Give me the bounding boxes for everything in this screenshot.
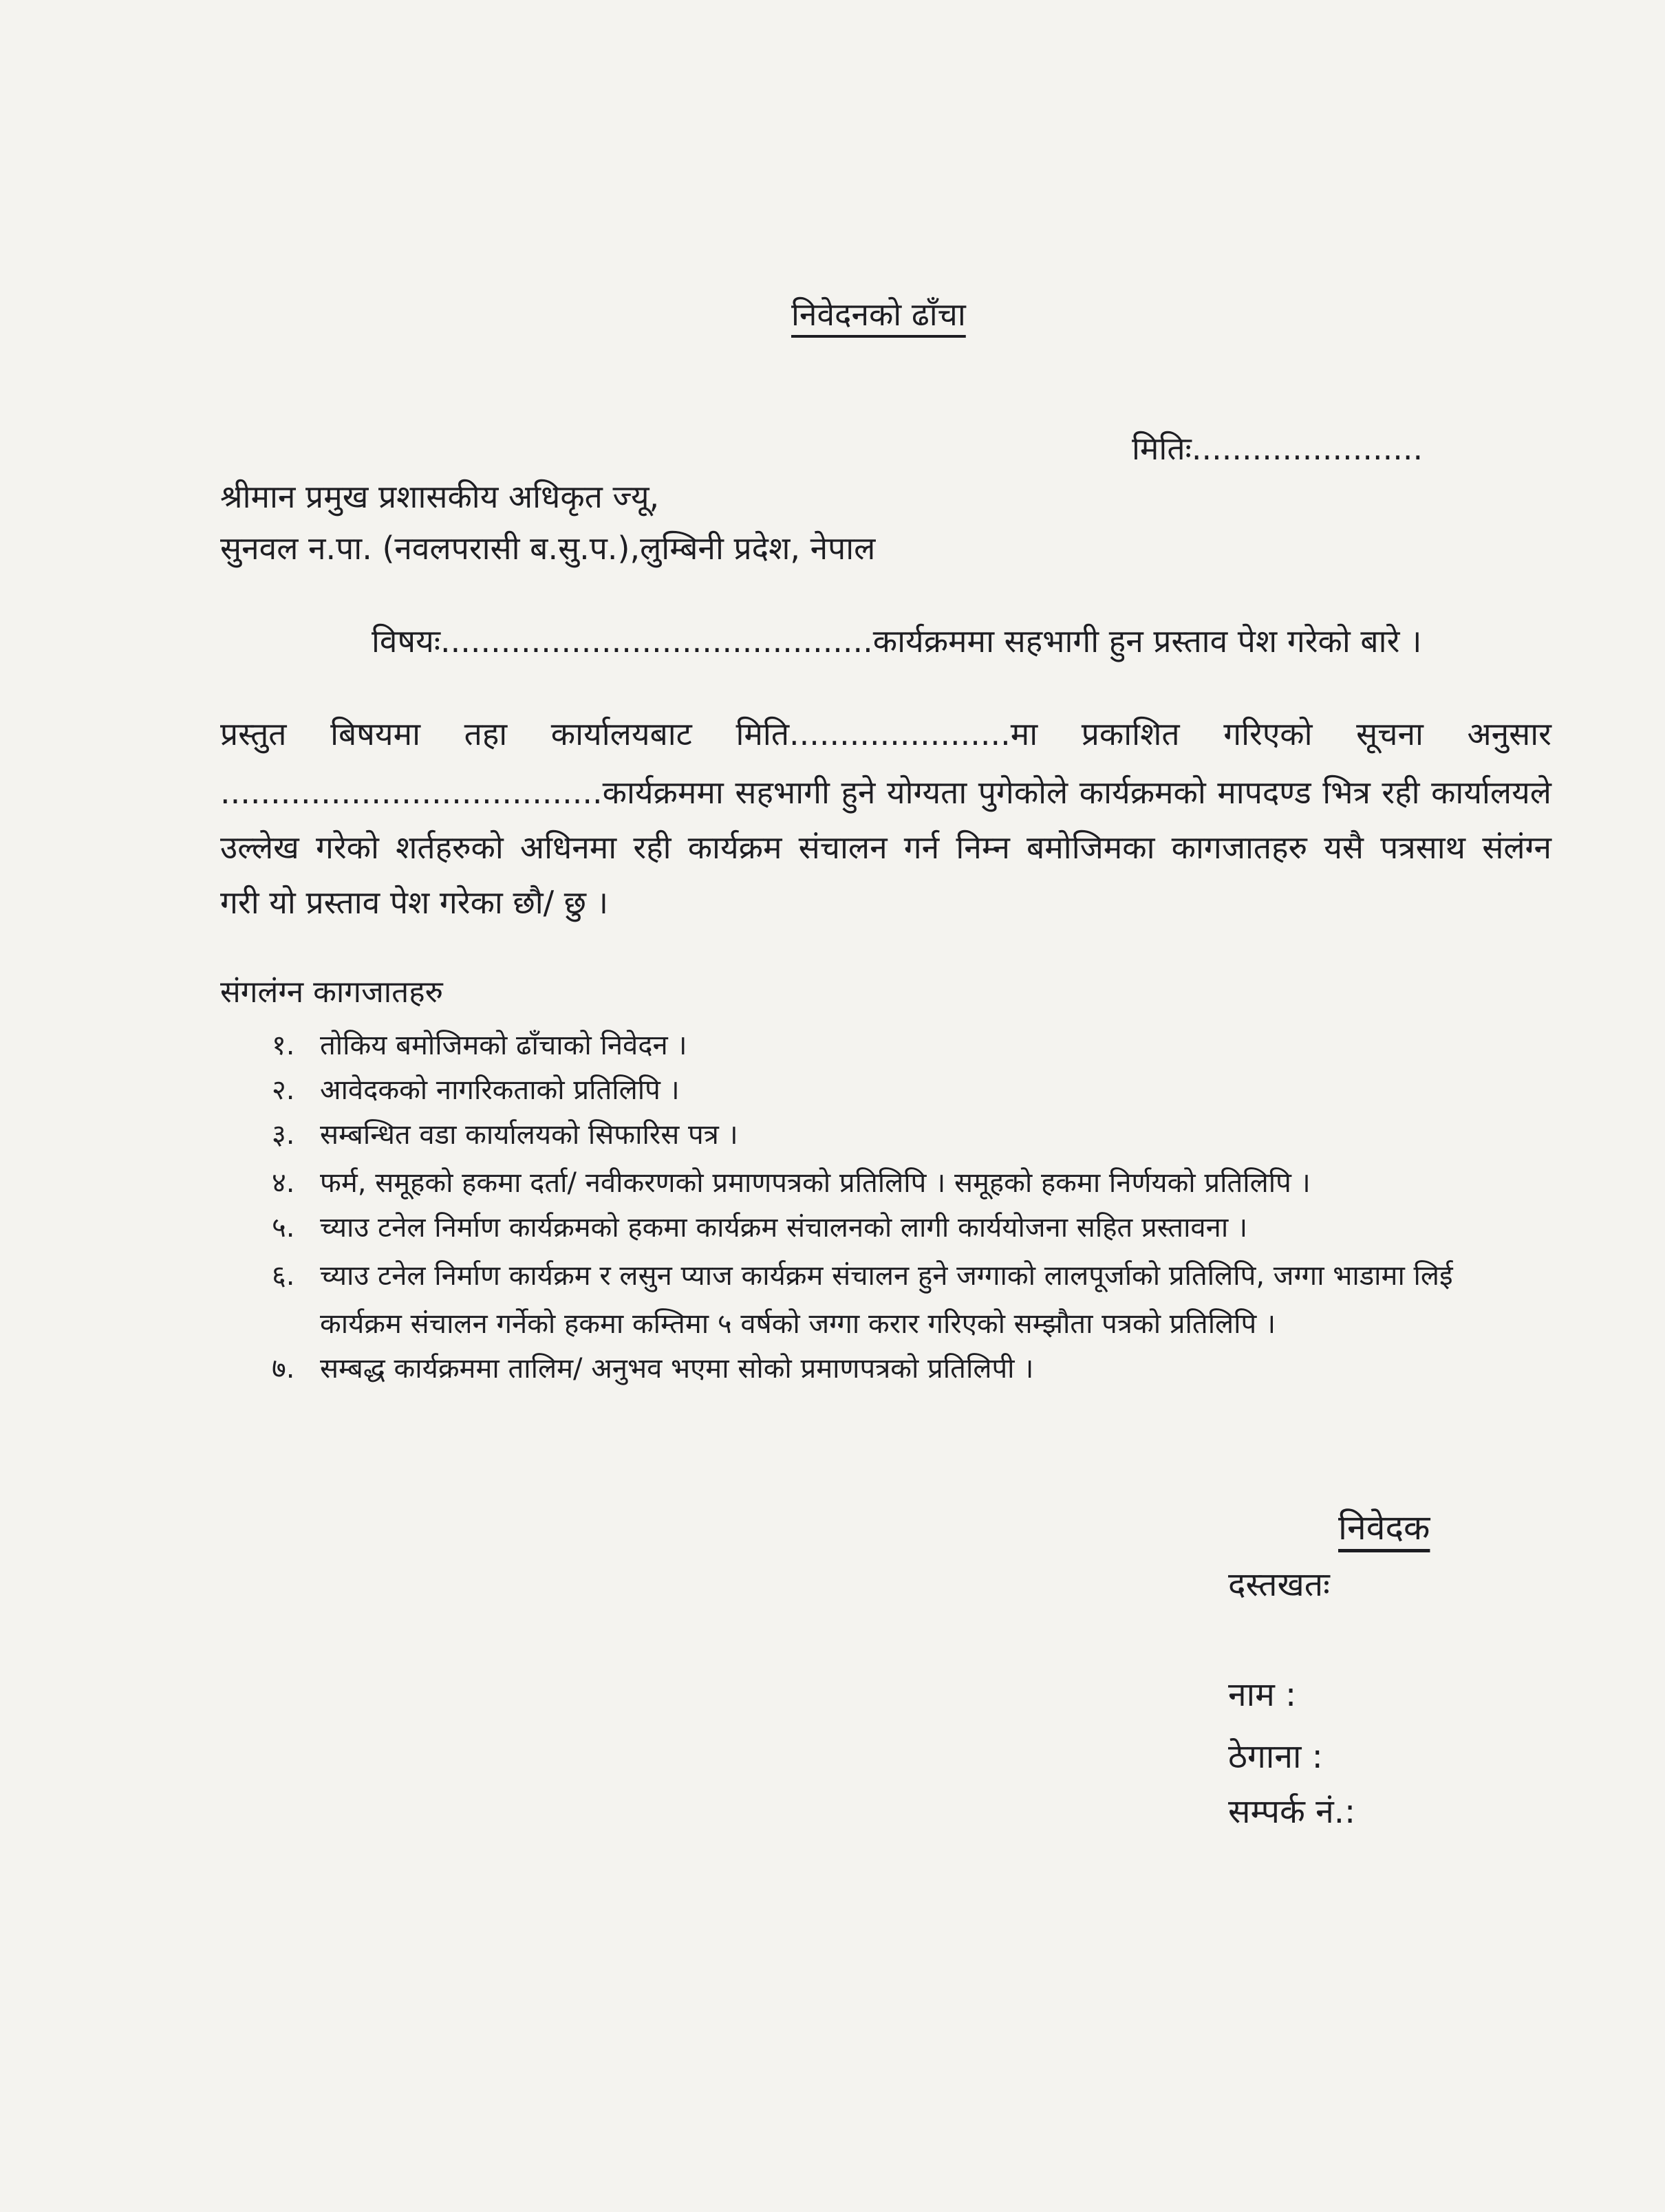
- item-text: आवेदकको नागरिकताको प्रतिलिपि ।: [320, 1074, 680, 1106]
- item-text: तोकिय बमोजिमको ढाँचाको निवेदन ।: [320, 1030, 687, 1061]
- item-number: ७.: [272, 1353, 295, 1385]
- subject-line: विषयः...........................................कार्यक्रममा सहभागी हुन प्रस्ताव पेश गरेको बारे ।: [372, 622, 1422, 660]
- item-number: ६.: [272, 1260, 295, 1292]
- item-number: ४.: [272, 1167, 295, 1199]
- contact-label: सम्पर्क नं.:: [1228, 1792, 1356, 1831]
- item-text: सम्बन्धित वडा कार्यालयको सिफारिस पत्र ।: [320, 1119, 738, 1151]
- body-line-3: उल्लेख गरेको शर्तहरुको अधिनमा रही कार्यक्रम संचालन गर्न निम्न बमोजिमका कागजातहरु यसै पत्रसाथ संलंग्न: [220, 829, 1551, 866]
- item-text: सम्बद्ध कार्यक्रममा तालिम/ अनुभव भएमा सोको प्रमाणपत्रको प्रतिलिपी ।: [320, 1353, 1034, 1385]
- applicant-heading: निवेदक: [1338, 1508, 1430, 1548]
- recipient-line-1: श्रीमान प्रमुख प्रशासकीय अधिकृत ज्यू,: [220, 478, 660, 515]
- signature-label: दस्तखतः: [1228, 1565, 1330, 1604]
- body-line-2: ......................................कार्यक्रममा सहभागी हुने योग्यता पुगेकोले कार्यक्रमको मापदण्ड भित्र रही कार्यालयले: [220, 774, 1551, 811]
- recipient-line-2: सुनवल न.पा. (नवलपरासी ब.सु.प.),लुम्बिनी प्रदेश, नेपाल: [220, 530, 876, 567]
- body-line-4: गरी यो प्रस्ताव पेश गरेका छौ/ छु ।: [220, 884, 609, 921]
- attachments-heading: संगलंग्न कागजातहरु: [220, 975, 443, 1010]
- body-line-1: प्रस्तुत बिषयमा तहा कार्यालयबाट मिति......................मा प्रकाशित गरिएको सूचना अनुसार: [220, 715, 1551, 752]
- address-label: ठेगाना :: [1228, 1737, 1323, 1776]
- item-text: कार्यक्रम संचालन गर्नेको हकमा कम्तिमा ५ वर्षको जग्गा करार गरिएको सम्झौता पत्रको प्रतिलिपि ।: [320, 1308, 1276, 1340]
- item-text: च्याउ टनेल निर्माण कार्यक्रमको हकमा कार्यक्रम संचालनको लागी कार्ययोजना सहित प्रस्तावना ।: [320, 1212, 1248, 1244]
- name-label: नाम :: [1228, 1676, 1297, 1714]
- document-title: निवेदनको ढाँचा: [791, 296, 966, 333]
- item-number: १.: [272, 1030, 295, 1061]
- item-number: ३.: [272, 1119, 295, 1151]
- item-number: २.: [272, 1074, 295, 1106]
- item-text: च्याउ टनेल निर्माण कार्यक्रम र लसुन प्याज कार्यक्रम संचालन हुने जग्गाको लालपूर्जाको प्रतिलिपि, जग्गा भाडामा लिई: [320, 1260, 1453, 1292]
- item-number: ५.: [272, 1212, 295, 1244]
- date-field: मितिः.......................: [1132, 430, 1424, 467]
- item-text: फर्म, समूहको हकमा दर्ता/ नवीकरणको प्रमाणपत्रको प्रतिलिपि । समूहको हकमा निर्णयको प्रतिलिपि ।: [320, 1167, 1311, 1199]
